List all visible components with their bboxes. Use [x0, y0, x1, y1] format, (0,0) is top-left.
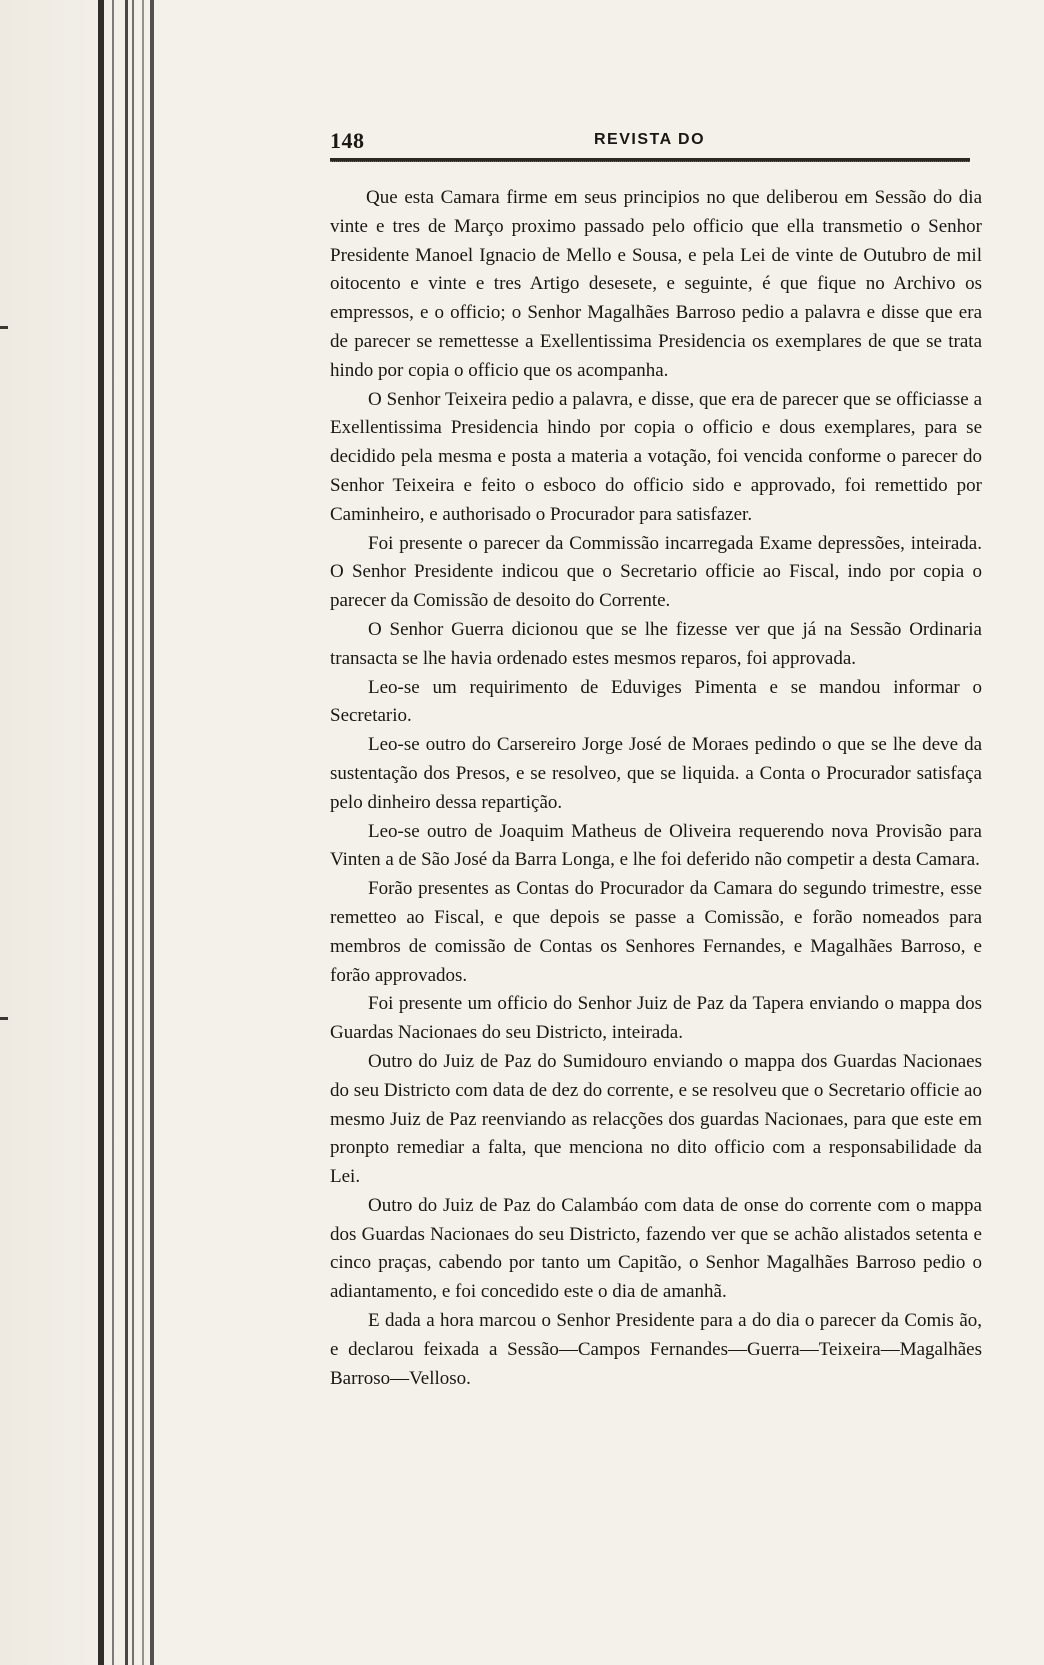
- binding-line: [125, 0, 128, 1665]
- page-number: 148: [330, 128, 365, 153]
- binding-line: [142, 0, 144, 1665]
- paragraph: Leo-se um requirimento de Eduviges Pimenta e se mandou informar o Secretario.: [330, 676, 982, 727]
- paragraph: Forão presentes as Contas do Procurador da Camara do segundo trimestre, esse remetteo ao Fiscal, e que depois se passe a Comissão, e forão nomeados para membros de comissão de Contas os Senhores Fernandes, e Magalhães Barroso, e forão approvados.: [330, 878, 982, 986]
- binding-mark: [0, 1017, 8, 1020]
- paragraph: Foi presente o parecer da Commissão incarregada Exame depressões, inteirada. O Senhor Presidente indicou que o Secretario officie ao Fiscal, indo por copia o parecer da Comissão de desoito do Corrente.: [330, 532, 982, 612]
- running-head: REVISTA DO: [594, 131, 706, 148]
- book-binding-edge: [0, 0, 160, 1665]
- paragraph: O Senhor Teixeira pedio a palavra, e disse, que era de parecer que se officiasse a Exellentissima Presidencia hindo por copia o officio e dous exemplares, para se decidido pela mesma e posta a materia a votação, foi vencida conforme o parecer do Senhor Teixeira e feito o esboco do officio sido e approvado, foi remettido por Caminheiro, e authorisado o Procurador para satisfazer.: [330, 388, 982, 525]
- header-rule: [330, 158, 970, 162]
- binding-line: [150, 0, 154, 1665]
- paragraph: E dada a hora marcou o Senhor Presidente para a do dia o parecer da Comis ão, e declarou feixada a Sessão—Campos Fernandes—Guerra—Teixeira—Magalhães Barroso—Velloso.: [330, 1310, 982, 1389]
- binding-line: [132, 0, 134, 1665]
- binding-line: [112, 0, 114, 1665]
- paragraph: Outro do Juiz de Paz do Calambáo com data de onse do corrente com o mappa dos Guardas Nacionaes do seu Districto, fazendo ver que se achão alistados setenta e cinco praças, cabendo por tanto um Capitão, o Senhor Magalhães Barroso pedio o adiantamento, e foi concedido este o dia de amanhã.: [330, 1194, 982, 1303]
- document-page: [330, 128, 985, 1389]
- page-header: [330, 128, 985, 156]
- paragraph: Leo-se outro de Joaquim Matheus de Oliveira requerendo nova Provisão para Vinten a de São José da Barra Longa, e lhe foi deferido não competir a desta Camara.: [330, 820, 982, 871]
- paragraph: Outro do Juiz de Paz do Sumidouro enviando o mappa dos Guardas Nacionaes do seu Districto com data de dez do corrente, e se resolveu que o Secretario officie ao mesmo Juiz de Paz reenviando as relacções dos guardas Nacionaes, para que este em pronpto remediar a falta, que menciona no dito officio com a responsabilidade da Lei.: [330, 1050, 982, 1188]
- paragraph: O Senhor Guerra dicionou que se lhe fizesse ver que já na Sessão Ordinaria transacta se lhe havia ordenado estes mesmos reparos, foi approvada.: [330, 618, 982, 669]
- paragraph: Foi presente um officio do Senhor Juiz de Paz da Tapera enviando o mappa dos Guardas Nacionaes do seu Districto, inteirada.: [330, 993, 982, 1044]
- paragraph: Que esta Camara firme em seus principios no que deliberou em Sessão do dia vinte e tres de Março proximo passado pelo officio que ella transmetio o Senhor Presidente Manoel Ignacio de Mello e Sousa, e pela Lei de vinte de Outubro de mil oitocento e vinte e tres Artigo desesete, e seguinte, é que fique no Archivo os empressos, e o officio; o Senhor Magalhães Barroso pedio a palavra e disse que era de parecer se remettesse a Exellentissima Presidencia os exemplares de que se trata hindo por copia o officio que os acompanha.: [330, 187, 982, 381]
- binding-line: [98, 0, 104, 1665]
- body-text: [330, 184, 982, 1393]
- paragraph: Leo-se outro do Carsereiro Jorge José de Moraes pedindo o que se lhe deve da sustentação dos Presos, e se resolveo, que se liquida. a Conta o Procurador satisfaça pelo dinheiro dessa repartição.: [330, 734, 982, 813]
- binding-mark: [0, 326, 8, 329]
